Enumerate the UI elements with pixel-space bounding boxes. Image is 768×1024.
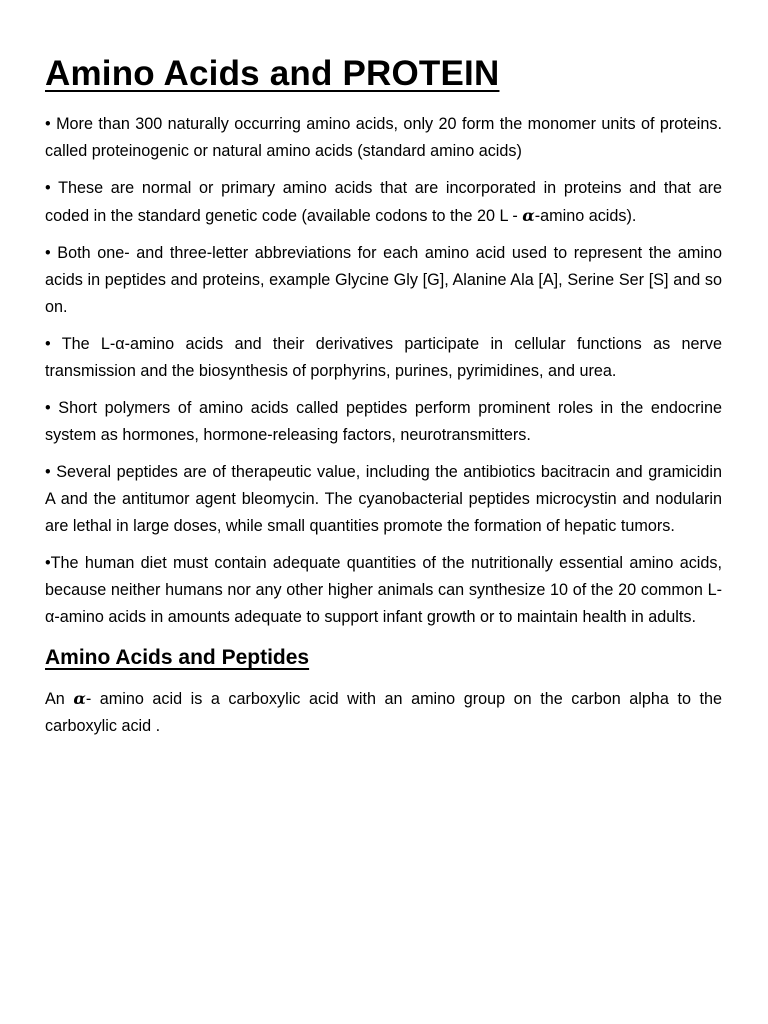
paragraph-4: • The L-α-amino acids and their derivatives participate in cellular functions as nerve transmission and the biosynthesis of porphyrins, purines, pyrimidines, and urea. (45, 335, 722, 380)
paragraph-1: • More than 300 naturally occurring amino acids, only 20 form the monomer units of proteins. called proteinogenic or natural amino acids (standard amino acids) (45, 115, 722, 160)
section-paragraph (45, 685, 722, 740)
paragraph-2-tail: -amino acids). (534, 207, 637, 225)
section-text-after: - amino acid is a carboxylic acid with an amino group on the carbon alpha to the carboxylic acid . (45, 690, 722, 735)
paragraph-2-text: • These are normal or primary amino acids that are incorporated in proteins and that are coded in the standard genetic code (available codons to the 20 L - (45, 179, 722, 225)
page-title: Amino Acids and PROTEIN (45, 54, 500, 93)
paragraph-7: •The human diet must contain adequate quantities of the nutritionally essential amino acids, because neither humans nor any other higher animals can synthesize 10 of the 20 common L-α-amino acids in amounts adequate to support infant growth or to maintain health in adults. (45, 554, 722, 626)
paragraph-5: • Short polymers of amino acids called peptides perform prominent roles in the endocrine system as hormones, hormone-releasing factors, neurotransmitters. (45, 399, 722, 444)
section-heading: Amino Acids and Peptides (45, 646, 310, 669)
paragraph-3: • Both one- and three-letter abbreviations for each amino acid used to represent the amino acids in peptides and proteins, example Glycine Gly [G], Alanine Ala [A], Serine Ser [S] and so on. (45, 244, 722, 316)
section-alpha-symbol: α (73, 689, 86, 708)
paragraph-2 (45, 175, 722, 230)
paragraph-6: • Several peptides are of therapeutic value, including the antibiotics bacitracin and gramicidin A and the antitumor agent bleomycin. The cyanobacterial peptides microcystin and nodularin are lethal in large doses, while small quantities promote the formation of hepatic tumors. (45, 463, 722, 535)
section-text-before: An (45, 690, 74, 708)
alpha-symbol: α (522, 206, 535, 225)
